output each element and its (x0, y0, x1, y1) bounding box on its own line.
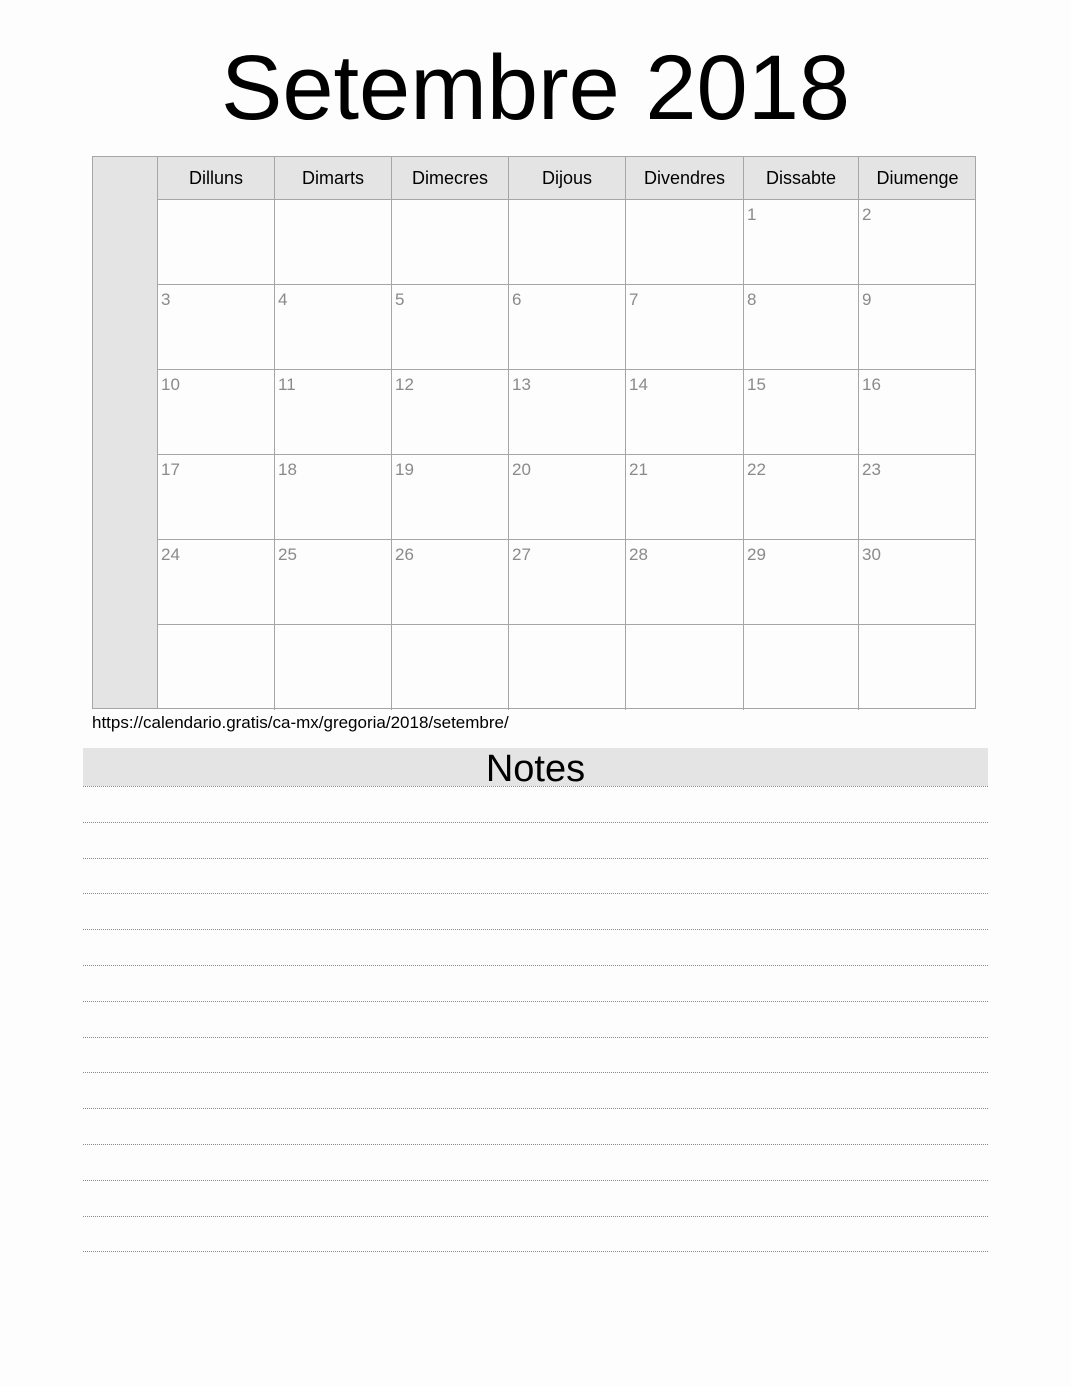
day-cell (275, 625, 392, 710)
day-cell: 12 (392, 370, 509, 454)
day-cell: 22 (744, 455, 859, 539)
day-cell: 14 (626, 370, 744, 454)
day-cell: 25 (275, 540, 392, 624)
weekday-header: Dijous (509, 157, 626, 199)
day-cell (626, 200, 744, 284)
weekday-header: Dimecres (392, 157, 509, 199)
day-cell: 15 (744, 370, 859, 454)
day-cell (392, 200, 509, 284)
day-cell: 10 (158, 370, 275, 454)
day-cell: 18 (275, 455, 392, 539)
day-cell (509, 200, 626, 284)
day-cell: 30 (862, 545, 881, 564)
day-cell (158, 625, 275, 710)
notes-line (83, 893, 988, 894)
week-row (158, 370, 975, 455)
day-cell: 28 (626, 540, 744, 624)
source-url: https://calendario.gratis/ca-mx/gregoria/2018/setembre/ (92, 713, 509, 732)
week-row (158, 200, 975, 285)
weekday-header: Dissabte (744, 157, 859, 199)
weekday-header: Dilluns (158, 157, 275, 199)
day-cell (158, 200, 275, 284)
notes-line (83, 965, 988, 966)
day-cell: 20 (509, 455, 626, 539)
day-cell: 3 (158, 285, 275, 369)
day-cell: 16 (862, 375, 881, 394)
day-cell: 26 (392, 540, 509, 624)
calendar-grid (92, 156, 976, 709)
notes-line (83, 1180, 988, 1181)
notes-line (83, 1001, 988, 1002)
day-cell: 2 (862, 205, 872, 224)
notes-line (83, 1108, 988, 1109)
calendar-days (158, 157, 975, 708)
week-row (158, 285, 975, 370)
day-cell: 27 (509, 540, 626, 624)
day-cell (392, 625, 509, 710)
day-cell (509, 625, 626, 710)
day-cell (744, 625, 859, 710)
notes-line (83, 929, 988, 930)
day-cell: 23 (862, 460, 881, 479)
notes-line (83, 1144, 988, 1145)
day-cell: 19 (392, 455, 509, 539)
notes-line (83, 1037, 988, 1038)
day-cell: 29 (744, 540, 859, 624)
day-cell: 13 (509, 370, 626, 454)
week-row (158, 540, 975, 625)
weekday-header: Divendres (626, 157, 744, 199)
notes-line (83, 1216, 988, 1217)
week-row (158, 455, 975, 540)
weekday-header: Diumenge (876, 168, 959, 188)
day-cell: 24 (158, 540, 275, 624)
day-cell: 9 (862, 290, 872, 309)
week-row (158, 625, 975, 710)
notes-line (83, 1251, 988, 1252)
day-cell: 6 (509, 285, 626, 369)
day-cell: 1 (744, 200, 859, 284)
page-title: Setembre 2018 (220, 37, 851, 139)
day-cell: 5 (392, 285, 509, 369)
day-cell: 7 (626, 285, 744, 369)
day-cell (275, 200, 392, 284)
day-cell (626, 625, 744, 710)
day-cell: 21 (626, 455, 744, 539)
day-cell: 17 (158, 455, 275, 539)
weekday-header-row (158, 157, 975, 200)
day-cell: 4 (275, 285, 392, 369)
notes-heading: Notes (83, 748, 988, 786)
day-cell: 11 (275, 370, 392, 454)
day-cell: 8 (744, 285, 859, 369)
weekday-header: Dimarts (275, 157, 392, 199)
day-cell (859, 625, 976, 710)
notes-line (83, 1072, 988, 1073)
week-number-column (93, 157, 158, 708)
notes-line (83, 822, 988, 823)
notes-line (83, 786, 988, 787)
notes-line (83, 858, 988, 859)
